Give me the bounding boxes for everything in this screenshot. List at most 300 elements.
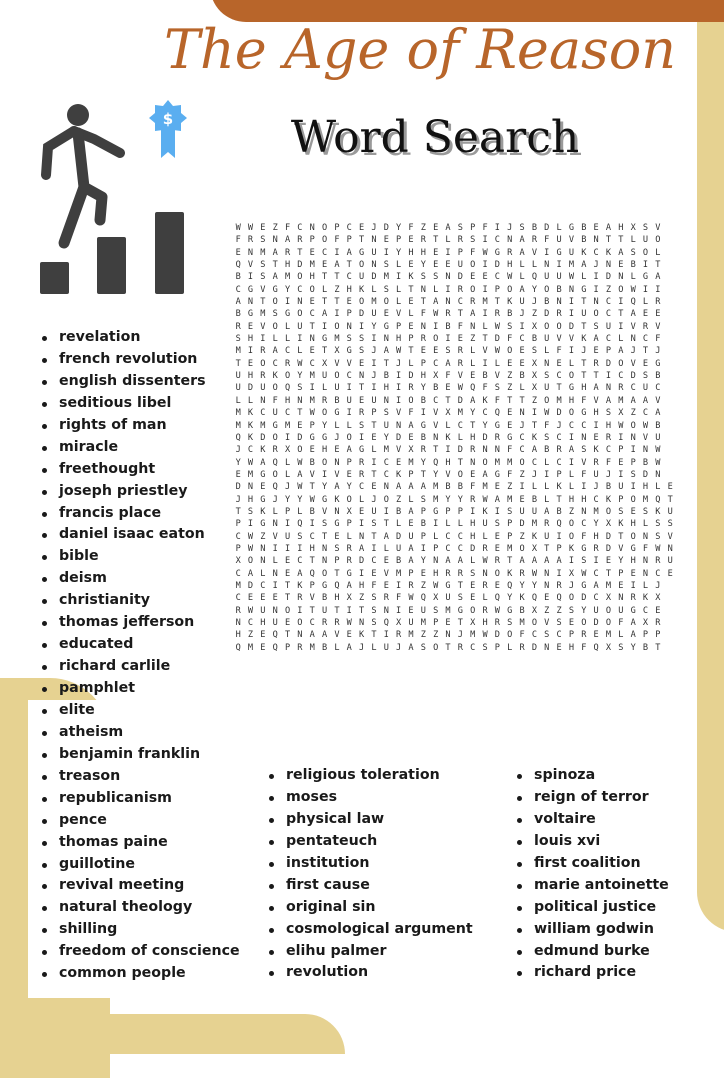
grid-cell[interactable]: M [247, 642, 254, 653]
grid-cell[interactable]: L [457, 519, 463, 530]
grid-cell[interactable]: F [284, 223, 291, 233]
grid-cell[interactable]: K [556, 482, 562, 493]
grid-cell[interactable]: A [396, 482, 402, 493]
grid-cell[interactable]: E [284, 618, 291, 628]
grid-cell[interactable]: E [396, 457, 402, 468]
grid-cell[interactable]: E [260, 630, 266, 641]
grid-cell[interactable]: N [568, 284, 575, 295]
grid-cell[interactable]: O [260, 358, 266, 369]
grid-cell[interactable]: R [297, 235, 303, 246]
grid-cell[interactable]: S [433, 605, 439, 616]
grid-cell[interactable]: O [309, 284, 315, 295]
grid-cell[interactable]: W [433, 580, 439, 591]
grid-cell[interactable]: C [309, 309, 315, 320]
grid-cell[interactable]: E [507, 408, 513, 419]
grid-cell[interactable]: N [519, 408, 525, 419]
grid-cell[interactable]: F [371, 580, 377, 591]
grid-cell[interactable]: V [396, 408, 402, 419]
grid-cell[interactable]: N [272, 605, 278, 616]
grid-cell[interactable]: B [420, 432, 426, 443]
grid-cell[interactable]: S [667, 519, 673, 530]
grid-cell[interactable]: S [260, 260, 266, 271]
grid-cell[interactable]: L [433, 531, 439, 542]
grid-cell[interactable]: Q [420, 593, 426, 604]
grid-cell[interactable]: N [247, 297, 254, 308]
grid-cell[interactable]: Y [445, 494, 451, 505]
grid-cell[interactable]: V [593, 395, 599, 406]
grid-cell[interactable]: A [482, 469, 488, 480]
grid-cell[interactable]: C [309, 358, 315, 369]
grid-cell[interactable]: R [457, 568, 463, 579]
grid-cell[interactable]: I [433, 519, 439, 530]
grid-cell[interactable]: O [346, 432, 352, 443]
grid-cell[interactable]: G [581, 580, 587, 591]
grid-cell[interactable]: S [359, 334, 365, 345]
grid-cell[interactable]: M [507, 494, 513, 505]
grid-cell[interactable]: J [284, 482, 291, 493]
grid-cell[interactable]: F [581, 531, 587, 542]
grid-cell[interactable]: R [470, 445, 476, 456]
grid-cell[interactable]: U [667, 506, 673, 517]
grid-cell[interactable]: X [568, 568, 575, 579]
grid-cell[interactable]: C [260, 580, 266, 591]
grid-cell[interactable]: L [383, 543, 389, 554]
grid-cell[interactable]: C [642, 605, 649, 616]
grid-cell[interactable]: O [247, 556, 254, 567]
grid-cell[interactable]: O [642, 247, 649, 258]
grid-cell[interactable]: D [297, 260, 303, 271]
grid-cell[interactable]: E [507, 420, 513, 431]
grid-cell[interactable]: X [470, 618, 476, 628]
grid-cell[interactable]: U [321, 605, 328, 616]
grid-cell[interactable]: E [494, 543, 500, 554]
grid-cell[interactable]: S [470, 235, 476, 246]
grid-cell[interactable]: I [321, 321, 328, 332]
grid-cell[interactable]: Z [396, 494, 402, 505]
grid-cell[interactable]: Y [433, 469, 439, 480]
grid-cell[interactable]: N [297, 297, 303, 308]
grid-cell[interactable]: I [383, 506, 389, 517]
grid-cell[interactable]: J [655, 346, 661, 357]
grid-cell[interactable]: E [482, 272, 488, 283]
grid-cell[interactable]: M [260, 309, 266, 320]
grid-cell[interactable]: V [396, 445, 402, 456]
grid-cell[interactable]: A [618, 346, 624, 357]
grid-cell[interactable]: S [544, 630, 550, 641]
grid-cell[interactable]: R [359, 408, 365, 419]
grid-cell[interactable]: Y [618, 556, 624, 567]
grid-cell[interactable]: H [247, 371, 254, 382]
grid-cell[interactable]: F [519, 630, 525, 641]
grid-cell[interactable]: O [494, 568, 500, 579]
grid-cell[interactable]: R [321, 395, 328, 406]
grid-cell[interactable]: C [642, 334, 649, 345]
grid-cell[interactable]: C [272, 358, 278, 369]
grid-cell[interactable]: D [408, 371, 414, 382]
grid-cell[interactable]: T [284, 630, 291, 641]
grid-cell[interactable]: W [482, 494, 488, 505]
grid-cell[interactable]: V [334, 469, 340, 480]
grid-cell[interactable]: H [334, 593, 340, 604]
grid-cell[interactable]: X [605, 519, 612, 530]
grid-cell[interactable]: Y [420, 457, 426, 468]
grid-cell[interactable]: Z [605, 284, 612, 295]
grid-cell[interactable]: L [630, 235, 636, 246]
grid-cell[interactable]: E [408, 519, 414, 530]
grid-cell[interactable]: R [383, 593, 389, 604]
grid-cell[interactable]: N [470, 321, 476, 332]
grid-cell[interactable]: U [519, 297, 525, 308]
grid-cell[interactable]: L [655, 482, 661, 493]
grid-cell[interactable]: A [272, 247, 278, 258]
grid-cell[interactable]: U [408, 531, 414, 542]
grid-cell[interactable]: X [445, 408, 451, 419]
grid-cell[interactable]: X [235, 556, 241, 567]
grid-cell[interactable]: I [445, 445, 451, 456]
grid-cell[interactable]: C [593, 494, 599, 505]
grid-cell[interactable]: N [593, 235, 599, 246]
grid-cell[interactable]: N [247, 247, 254, 258]
grid-cell[interactable]: K [482, 506, 488, 517]
grid-cell[interactable]: D [494, 260, 500, 271]
grid-cell[interactable]: F [408, 223, 414, 233]
grid-cell[interactable]: H [408, 247, 414, 258]
grid-cell[interactable]: E [630, 506, 636, 517]
grid-cell[interactable]: E [408, 297, 414, 308]
grid-cell[interactable]: T [556, 494, 562, 505]
grid-cell[interactable]: E [630, 568, 636, 579]
grid-cell[interactable]: S [655, 519, 661, 530]
grid-cell[interactable]: L [482, 321, 488, 332]
grid-cell[interactable]: N [334, 506, 340, 517]
grid-cell[interactable]: I [309, 383, 315, 394]
grid-cell[interactable]: A [519, 284, 525, 295]
grid-cell[interactable]: N [247, 482, 254, 493]
grid-cell[interactable]: H [581, 494, 587, 505]
grid-cell[interactable]: O [507, 630, 513, 641]
grid-cell[interactable]: M [605, 630, 612, 641]
grid-cell[interactable]: G [247, 284, 254, 295]
grid-cell[interactable]: L [272, 506, 278, 517]
grid-cell[interactable]: E [593, 432, 599, 443]
grid-cell[interactable]: T [371, 630, 377, 641]
grid-cell[interactable]: P [433, 618, 439, 628]
grid-cell[interactable]: R [457, 284, 463, 295]
grid-cell[interactable]: K [507, 568, 513, 579]
grid-cell[interactable]: O [618, 358, 624, 369]
grid-cell[interactable]: B [581, 223, 587, 233]
grid-cell[interactable]: B [309, 506, 315, 517]
grid-cell[interactable]: B [544, 297, 550, 308]
grid-cell[interactable]: F [544, 420, 550, 431]
grid-cell[interactable]: N [544, 642, 550, 653]
grid-cell[interactable]: Z [507, 371, 513, 382]
grid-cell[interactable]: B [420, 395, 426, 406]
grid-cell[interactable]: T [383, 358, 389, 369]
grid-cell[interactable]: A [408, 506, 414, 517]
grid-cell[interactable]: W [408, 593, 414, 604]
grid-cell[interactable]: N [297, 630, 303, 641]
grid-cell[interactable]: I [433, 321, 439, 332]
grid-cell[interactable]: L [284, 469, 291, 480]
grid-cell[interactable]: P [556, 469, 562, 480]
grid-cell[interactable]: R [494, 618, 500, 628]
grid-cell[interactable]: I [396, 395, 402, 406]
grid-cell[interactable]: R [457, 642, 463, 653]
grid-cell[interactable]: K [247, 420, 254, 431]
grid-cell[interactable]: O [556, 321, 562, 332]
grid-cell[interactable]: L [531, 482, 538, 493]
grid-cell[interactable]: I [284, 543, 291, 554]
grid-cell[interactable]: P [420, 531, 426, 542]
grid-cell[interactable]: S [470, 568, 476, 579]
grid-cell[interactable]: L [284, 334, 291, 345]
grid-cell[interactable]: J [630, 346, 636, 357]
grid-cell[interactable]: A [470, 395, 476, 406]
grid-cell[interactable]: U [346, 395, 352, 406]
grid-cell[interactable]: P [618, 568, 624, 579]
grid-cell[interactable]: M [334, 334, 340, 345]
grid-cell[interactable]: Q [556, 593, 562, 604]
grid-cell[interactable]: L [556, 223, 562, 233]
grid-cell[interactable]: E [470, 371, 476, 382]
grid-cell[interactable]: P [457, 506, 463, 517]
grid-cell[interactable]: W [642, 420, 649, 431]
grid-cell[interactable]: O [507, 284, 513, 295]
grid-cell[interactable]: E [507, 358, 513, 369]
grid-cell[interactable]: G [568, 223, 575, 233]
grid-cell[interactable]: O [519, 543, 525, 554]
grid-cell[interactable]: R [593, 457, 599, 468]
grid-cell[interactable]: O [383, 494, 389, 505]
grid-cell[interactable]: I [593, 556, 599, 567]
grid-cell[interactable]: T [507, 395, 513, 406]
grid-cell[interactable]: L [371, 445, 377, 456]
grid-cell[interactable]: V [655, 395, 661, 406]
grid-cell[interactable]: V [618, 543, 624, 554]
grid-cell[interactable]: M [408, 630, 414, 641]
grid-cell[interactable]: T [334, 568, 340, 579]
grid-cell[interactable]: E [445, 383, 451, 394]
grid-cell[interactable]: M [260, 247, 266, 258]
grid-cell[interactable]: P [618, 494, 624, 505]
grid-cell[interactable]: L [297, 506, 303, 517]
grid-cell[interactable]: C [655, 383, 661, 394]
grid-cell[interactable]: O [433, 334, 439, 345]
grid-cell[interactable]: I [346, 605, 352, 616]
grid-cell[interactable]: L [618, 630, 624, 641]
grid-cell[interactable]: A [470, 309, 476, 320]
grid-cell[interactable]: W [247, 543, 254, 554]
grid-cell[interactable]: I [593, 420, 599, 431]
grid-cell[interactable]: T [433, 445, 439, 456]
grid-cell[interactable]: K [568, 543, 575, 554]
grid-cell[interactable]: C [531, 630, 538, 641]
grid-cell[interactable]: Y [457, 494, 463, 505]
grid-cell[interactable]: Z [519, 469, 525, 480]
grid-cell[interactable]: H [321, 445, 328, 456]
grid-cell[interactable]: A [408, 543, 414, 554]
grid-cell[interactable]: N [544, 358, 550, 369]
grid-cell[interactable]: D [383, 223, 389, 233]
grid-cell[interactable]: I [297, 543, 303, 554]
grid-cell[interactable]: E [334, 445, 340, 456]
grid-cell[interactable]: K [581, 247, 587, 258]
grid-cell[interactable]: T [260, 297, 266, 308]
grid-cell[interactable]: T [321, 297, 328, 308]
grid-cell[interactable]: L [396, 284, 402, 295]
grid-cell[interactable]: D [457, 272, 463, 283]
grid-cell[interactable]: Y [297, 494, 303, 505]
grid-cell[interactable]: S [420, 272, 426, 283]
grid-cell[interactable]: W [494, 605, 500, 616]
grid-cell[interactable]: A [445, 358, 451, 369]
grid-cell[interactable]: M [433, 494, 439, 505]
grid-cell[interactable]: U [235, 383, 241, 394]
grid-cell[interactable]: K [531, 531, 538, 542]
grid-cell[interactable]: B [507, 309, 513, 320]
grid-cell[interactable]: S [642, 371, 649, 382]
grid-cell[interactable]: O [470, 605, 476, 616]
grid-cell[interactable]: S [519, 223, 525, 233]
grid-cell[interactable]: N [359, 531, 365, 542]
grid-cell[interactable]: Q [433, 457, 439, 468]
grid-cell[interactable]: B [655, 371, 661, 382]
grid-cell[interactable]: K [445, 432, 451, 443]
grid-cell[interactable]: F [642, 543, 649, 554]
grid-cell[interactable]: W [544, 408, 550, 419]
grid-cell[interactable]: J [396, 358, 402, 369]
grid-cell[interactable]: L [519, 272, 525, 283]
grid-cell[interactable]: I [494, 506, 500, 517]
grid-cell[interactable]: H [470, 531, 476, 542]
grid-cell[interactable]: A [519, 247, 525, 258]
grid-cell[interactable]: D [593, 618, 599, 628]
grid-cell[interactable]: O [297, 618, 303, 628]
grid-cell[interactable]: Z [531, 395, 538, 406]
grid-cell[interactable]: I [568, 346, 575, 357]
grid-cell[interactable]: I [605, 371, 612, 382]
grid-cell[interactable]: Y [630, 642, 636, 653]
grid-cell[interactable]: C [235, 284, 241, 295]
grid-cell[interactable]: L [247, 395, 254, 406]
grid-cell[interactable]: L [334, 420, 340, 431]
grid-cell[interactable]: T [494, 297, 500, 308]
grid-cell[interactable]: N [420, 284, 426, 295]
grid-cell[interactable]: O [272, 383, 278, 394]
grid-cell[interactable]: S [544, 371, 550, 382]
grid-cell[interactable]: O [581, 618, 587, 628]
grid-cell[interactable]: U [556, 272, 562, 283]
grid-cell[interactable]: C [433, 395, 439, 406]
grid-cell[interactable]: O [630, 494, 636, 505]
grid-cell[interactable]: G [642, 272, 649, 283]
grid-cell[interactable]: M [482, 297, 488, 308]
grid-cell[interactable]: A [618, 247, 624, 258]
grid-cell[interactable]: H [593, 531, 599, 542]
grid-cell[interactable]: P [334, 556, 340, 567]
grid-cell[interactable]: H [420, 247, 426, 258]
grid-cell[interactable]: T [272, 260, 278, 271]
grid-cell[interactable]: O [433, 642, 439, 653]
grid-cell[interactable]: E [383, 556, 389, 567]
grid-cell[interactable]: F [494, 395, 500, 406]
grid-cell[interactable]: G [630, 605, 636, 616]
grid-cell[interactable]: U [593, 469, 599, 480]
grid-cell[interactable]: R [247, 235, 254, 246]
grid-cell[interactable]: J [371, 494, 377, 505]
grid-cell[interactable]: E [519, 494, 525, 505]
grid-cell[interactable]: T [359, 605, 365, 616]
grid-cell[interactable]: I [482, 309, 488, 320]
grid-cell[interactable]: C [297, 284, 303, 295]
grid-cell[interactable]: I [655, 284, 661, 295]
grid-cell[interactable]: D [494, 334, 500, 345]
grid-cell[interactable]: I [396, 371, 402, 382]
grid-cell[interactable]: G [494, 420, 500, 431]
grid-cell[interactable]: T [346, 260, 352, 271]
grid-cell[interactable]: U [544, 383, 550, 394]
grid-cell[interactable]: R [346, 543, 352, 554]
grid-cell[interactable]: A [346, 580, 352, 591]
grid-cell[interactable]: W [568, 272, 575, 283]
grid-cell[interactable]: L [359, 494, 365, 505]
grid-cell[interactable]: F [581, 469, 587, 480]
grid-cell[interactable]: C [371, 556, 377, 567]
grid-cell[interactable]: I [284, 432, 291, 443]
grid-cell[interactable]: T [581, 321, 587, 332]
grid-cell[interactable]: S [297, 383, 303, 394]
grid-cell[interactable]: H [445, 457, 451, 468]
grid-cell[interactable]: C [309, 531, 315, 542]
grid-cell[interactable]: V [655, 223, 661, 233]
grid-cell[interactable]: E [605, 556, 612, 567]
grid-cell[interactable]: P [433, 543, 439, 554]
grid-cell[interactable]: C [359, 482, 365, 493]
grid-cell[interactable]: I [519, 321, 525, 332]
grid-cell[interactable]: U [260, 605, 266, 616]
grid-cell[interactable]: L [284, 321, 291, 332]
grid-cell[interactable]: S [556, 618, 562, 628]
grid-cell[interactable]: U [371, 309, 377, 320]
grid-cell[interactable]: Z [334, 284, 340, 295]
grid-cell[interactable]: L [445, 420, 451, 431]
grid-cell[interactable]: P [605, 346, 612, 357]
grid-cell[interactable]: M [433, 482, 439, 493]
grid-cell[interactable]: N [593, 297, 599, 308]
grid-cell[interactable]: V [272, 531, 278, 542]
grid-cell[interactable]: F [482, 223, 488, 233]
grid-cell[interactable]: W [309, 408, 315, 419]
grid-cell[interactable]: L [544, 494, 550, 505]
grid-cell[interactable]: C [433, 358, 439, 369]
grid-cell[interactable]: I [247, 346, 254, 357]
grid-cell[interactable]: O [568, 519, 575, 530]
grid-cell[interactable]: L [470, 358, 476, 369]
grid-cell[interactable]: V [309, 593, 315, 604]
grid-cell[interactable]: F [445, 371, 451, 382]
grid-cell[interactable]: L [334, 642, 340, 653]
grid-cell[interactable]: C [457, 531, 463, 542]
grid-cell[interactable]: D [359, 556, 365, 567]
grid-cell[interactable]: H [359, 580, 365, 591]
grid-cell[interactable]: R [260, 346, 266, 357]
grid-cell[interactable]: R [494, 556, 500, 567]
grid-cell[interactable]: B [642, 457, 649, 468]
grid-cell[interactable]: Y [420, 556, 426, 567]
grid-cell[interactable]: F [482, 383, 488, 394]
grid-cell[interactable]: V [334, 630, 340, 641]
